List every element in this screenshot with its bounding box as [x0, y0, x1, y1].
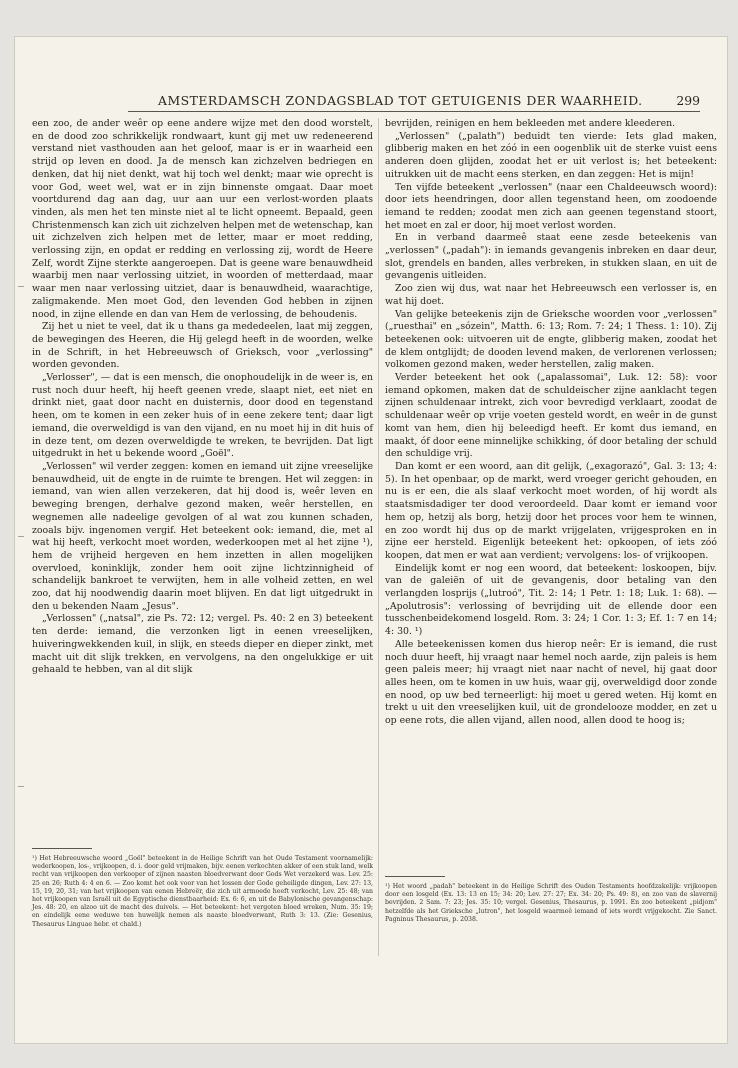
column-divider [378, 118, 379, 956]
left-footnote-block [32, 848, 373, 929]
footnote-rule [32, 848, 92, 849]
binding-mark [18, 786, 24, 787]
right-footnote-block [385, 876, 717, 924]
left-paragraph-2: Zij het u niet te veel, dat ik u thans ga mededeelen, laat mij zeggen, de bewegingen des Heeren, die Hij gelegd heeft in de woorden, welke in de Schrift, in het Hebreeuwsch of Grieksch, voor „verlossing" worden gevonden. [32, 321, 373, 371]
right-paragraph-5: Zoo zien wij dus, wat naar het Hebreeuwsch een verlosser is, en wat hij doet. [385, 283, 717, 307]
right-paragraph-6: Van gelijke beteekenis zijn de Grieksche woorden voor „verlossen" („ruesthai" en „sózein", Matth. 6: 13; Rom. 7: 24; 1 Thess. 1: 10). Zij beteekenen ook: uitvoeren uit de engte, glibberig maken, zoodat het de klem ontglijdt; de dooden levend maken, de verlorenen verlossen; volkomen gezond maken, weder herstellen, zalig maken. [385, 308, 717, 371]
footnote-rule [385, 876, 445, 877]
left-column [32, 118, 373, 677]
right-paragraph-2: „Verlossen" („palath") beduidt ten vierde: Iets glad maken, glibberig maken en het zóó in een oogenblik uit de sterke vuist eens anderen doen glijden, zoodat het er uit verlost is; het beteekent: uitrukken uit de macht eens sterken, en dan zeggen: Het is mijn! [385, 130, 717, 180]
right-paragraph-1: bevrijden, reinigen en hem bekleeden met andere kleederen. [385, 118, 676, 129]
right-paragraph-3: Ten vijfde beteekent „verlossen" (naar een Chaldeeuwsch woord): door iets heendringen, door allen tegenstand heen, om zoodoende iemand te redden; zoodat men zich aan geenen tegenstand stoort, het moet en zal er door, hij moet verlost worden. [385, 181, 717, 231]
right-paragraph-8: Dan komt er een woord, aan dit gelijk, („exagorazó", Gal. 3: 13; 4: 5). In het openbaar, op de markt, werd vroeger gericht gehouden, en nu is er een, die als slaaf verkocht moet worden, of hij wordt als staatsmisdadiger ter dood veroordeeld. Daar komt er iemand voor hem op, hetzij als borg, hetzij door het proces voor hem te winnen, en zoo wordt hij dus op de markt vrijgelaten, vrijgesproken en in zijne eer hersteld. Eigenlijk beteekent het: opkoopen, of iets zóó koopen, dat men er wat aan verdient; vervolgens: los- of vrijkoopen. [385, 460, 717, 561]
left-footnote: ¹) Het Hebreeuwsche woord „Goël" beteekent in de Heilige Schrift van het Oude Testament voornamelijk: wederkoopen, los-, vrijkoopen, d. i. door geld vrijmaken, bijv. eenen verkochten akker of een stuk land, welk recht van vrijkoopen den verkooper of zijnen naasten bloedverwant door Gods Wet verzekerd was. Lev. 25: 25 en 26; Ruth 4: 4 en 6. — Zoo komt het ook voor van het lossen der Gode geheiligde dingen, Lev. 27: 13, 15, 19, 20, 31; van het vrijkoopen van eenen Hebreër, die zich uit armoede heeft verkocht, Lev. 25: 48; van het vrijkoopen van Israël uit de Egyptische dienstbaarheid: Ex. 6: 6, en uit de Babylonische gevangenschap: Jes. 48: 20, en alzoo uit de macht des duivels. — Het beteekent: het vergoten bloed wreken, Num. 35: 19; en eindelijk eene weduwe ten huwelijk nemen als naaste bloedverwant, Ruth 3: 13. (Zie: Gesenius, Thesaurus Linguae hebr. et chald.) [32, 855, 373, 928]
right-paragraph-4: En in verband daarmeê staat eene zesde beteekenis van „verlossen" („padah"): in iemands gevangenis inbreken en daar deur, slot, grendels en banden, alles verbreken, in stukken slaan, en uit de gevangenis uitleiden. [385, 232, 717, 282]
binding-mark [18, 286, 24, 287]
right-paragraph-10: Alle beteekenissen komen dus hierop neêr: Er is iemand, die rust noch duur heeft, hij vraagt naar hemel noch aarde, zijn paleis is hem geen paleis meer; hij vraagt niet naar nacht of nevel, hij gaat door alles heen, om te komen in uw huis, waar gij, overweldigd door zonde en nood, op uw bed terneerligt: hij moet u gered weten. Hij komt en trekt u uit den vreeselijken kuil, uit de grondelooze modder, en zet u op eene rots, die allen vijand, allen nood, allen dood te hoog is; [385, 638, 717, 727]
right-column [385, 118, 717, 728]
header-title: AMSTERDAMSCH ZONDAGSBLAD TOT GETUIGENIS DER WAARHEID. [158, 93, 643, 108]
right-paragraph-7: Verder beteekent het ook („apalassomai", Luk. 12: 58): voor iemand opkomen, maken dat de schuldeischer zijne aanklacht tegen zijnen schuldenaar intrekt, zich voor bevredigd verklaart, zoodat de schuldenaar weêr op vrije voeten gesteld wordt, en weêr in de gunst komt van hem, dien hij beleedigd heeft. Er komt dus iemand, en maakt, óf door eene minnelijke schikking, óf door betaling der schuld den schuldige vrij. [385, 372, 717, 460]
left-paragraph-4: „Verlossen" wil verder zeggen: komen en iemand uit zijne vreeselijke benauwdheid, uit de engte in de ruimte te brengen. Het wil zeggen: in iemand, van wien allen verzekeren, dat hij dood is, weêr leven en beweging brengen, derhalve gezond maken, weêr herstellen, en wegnemen alle nadeelige gevolgen of al wat zou kunnen schaden, zooals bijv. ingenomen vergif. Het beteekent ook: iemand, die, met al wat hij heeft, verkocht moet worden, wederkoopen met al het zijne ¹), hem de vrijheid hergeven en hem inzetten in allen mogelijken overvloed, koninklijk, zonder hem ooit zijne lichtzinnigheid of schandelijk bankroet te verwijten, hem in alle volheid zetten, en wel zoo, dat hij noodwendig daarin moet blijven. En dat ligt uitgedrukt in den u bekenden Naam „Jesus". [32, 460, 373, 612]
right-footnote: ¹) Het woord „padah" beteekent in de Heilige Schrift des Ouden Testaments hoofdzakelijk: vrijkoopen door een losgeld (Ex. 13: 13 en 15; 34: 20; Lev. 27: 27; Ex. 34: 20; Ps. 49: 8), en zoo van de slavernij bevrijden. 2 Sam. 7: 23; Jes. 35: 10; vergel. Gesenius, Thesaurus, p. 1991. En zoo beteekent „pidjom" hetzelfde als het Grieksche „lutron", het losgeld waarmeê iemand of iets wordt vrijgekocht. Zie Sanct. Pagninus Thesaurus, p. 2038. [385, 883, 717, 923]
right-paragraph-9: Eindelijk komt er nog een woord, dat beteekent: loskoopen, bijv. van de galeiën of uit de gevangenis, door betaling van den verlangden losprijs („lutroó", Tit. 2: 14; 1 Petr. 1: 18; Luk. 1: 68). — „Apolutrosis": verlossing of bevrijding uit de ellende door een tusschenbeidekomend losgeld. Rom. 3: 24; 1 Cor. 1: 3; Ef. 1: 7 en 14; 4: 30. ¹) [385, 562, 717, 638]
left-paragraph-1: een zoo, de ander weêr op eene andere wijze met den dood worstelt, en de dood zoo schrikkelijk rondwaart, kunt gij met uw redeneerend verstand niet vasthouden aan het geloof, maar is er in waarheid een strijd op leven en dood. Ja de mensch kan zichzelven bedriegen en denken, dat hij niet denkt, wat hij toch wel denkt; maar wie oprecht is voor God, weet wel, wat er in zijn binnenste omgaat. Daar moet voortdurend dag aan dag, uur aan uur een verlost-worden plaats vinden, als men het ten minste niet al te licht opneemt. Bepaald, geen Christenmensch kan zich uit zichzelven helpen met de wetenschap, kan uit zichzelven zich helpen met de letter, maar er moet redding, verlossing zijn, en opdat er redding en verlossing zij, wordt de Heere Zelf, wordt Zijne sterkte aangeroepen. Dat is geene ware benauwdheid waarbij men naar verlossing uitziet, in woorden of metterdaad, maar waar men naar verlossing uitziet, daar is benauwdheid, waarachtige, zaligmakende. Men moet God, den levenden God hebben in zijnen nood, in zijne ellende en dan van Hem de verlossing, de behoudenis. [32, 118, 373, 320]
left-paragraph-3: „Verlosser", — dat is een mensch, die onophoudelijk in de weer is, en rust noch duur heeft, hij heeft geenen vrede, slaapt niet, eet niet en drinkt niet, gaat door nacht en duisternis, door dood en tegenstand heen, om te komen in een zeker huis of in eene zekere tent; daar ligt iemand, die overweldigd is van den vijand, en nu moet hij in dit huis of in deze tent, om dezen overweldigde te wreken, te bevrijden. Dat ligt uitgedrukt in het u bekende woord „Goël". [32, 372, 373, 460]
binding-mark [18, 536, 24, 537]
left-paragraph-5: „Verlossen" („natsal", zie Ps. 72: 12; vergel. Ps. 40: 2 en 3) beteekent ten derde: iemand, die verzonken ligt in eenen vreeselijken, huiveringwekkenden kuil, in slijk, en steeds dieper en dieper zinkt, met macht uit dit slijk trekken, en vervolgens, na den ongelukkige er uit gehaald te hebben, van al dit slijk [32, 613, 373, 676]
page-header [128, 91, 700, 112]
page-number: 299 [676, 93, 700, 108]
newspaper-page [14, 36, 728, 1044]
